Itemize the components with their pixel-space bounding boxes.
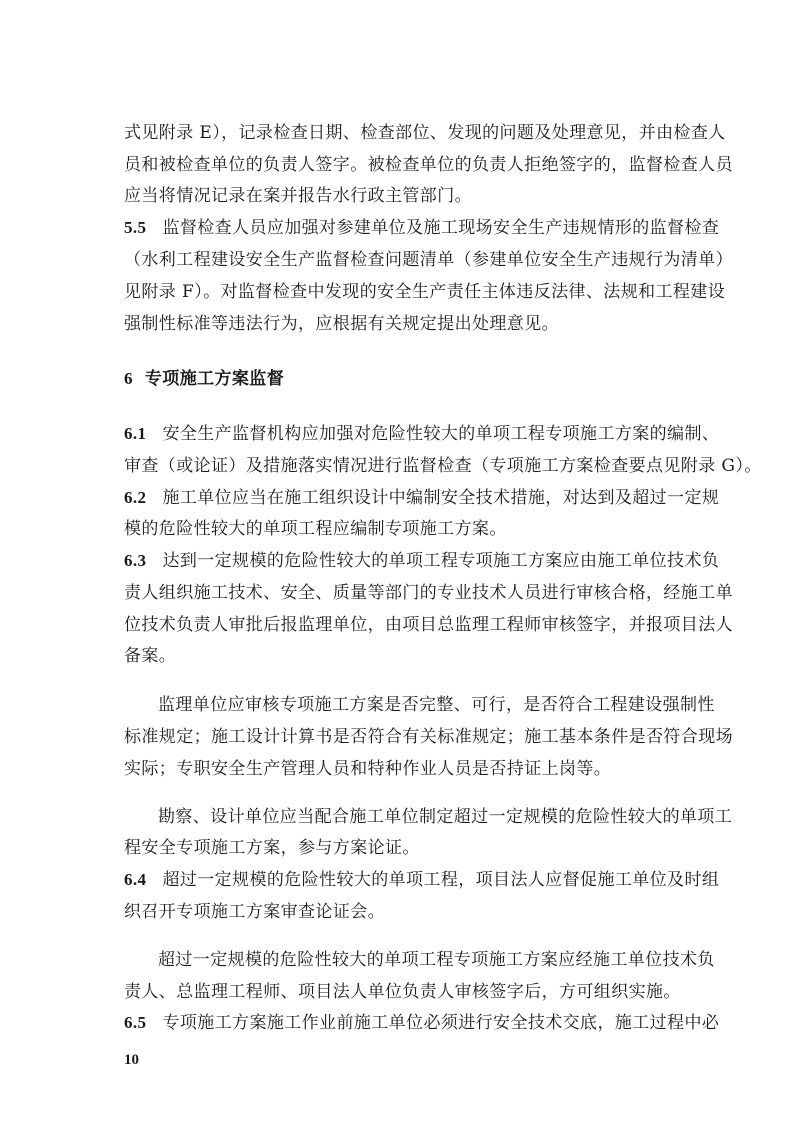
- text-line: [124, 517, 684, 541]
- line-text: （水利工程建设安全生产监督检查问题清单（参建单位安全生产违规行为清单）: [124, 250, 733, 270]
- line-text: 程安全专项施工方案，参与方案论证。: [124, 838, 420, 858]
- line-text: 强制性标准等违法行为，应根据有关规定提出处理意见。: [124, 314, 559, 334]
- line-text: 超过一定规模的危险性较大的单项工程专项施工方案应经施工单位技术负: [158, 950, 715, 970]
- line-text: 专项施工方案施工作业前施工单位必须进行安全技术交底，施工过程中必: [162, 1013, 720, 1033]
- text-line: [124, 757, 684, 781]
- section-heading: [124, 367, 684, 391]
- line-text: 超过一定规模的危险性较大的单项工程，项目法人应督促施工单位及时组: [162, 870, 720, 890]
- line-text: 应当将情况记录在案并报告水行政主管部门。: [124, 186, 472, 206]
- line-text: 员和被检查单位的负责人签字。被检查单位的负责人拒绝签字的，监督检查人员: [124, 155, 733, 175]
- text-line: [124, 980, 684, 1004]
- line-text: 标准规定；施工设计计算书是否符合有关标准规定；施工基本条件是否符合现场: [124, 727, 733, 747]
- line-text: 达到一定规模的危险性较大的单项工程专项施工方案应由施工单位技术负: [162, 551, 720, 571]
- clause-line: [124, 216, 720, 240]
- line-text: 专项施工方案监督: [144, 369, 285, 389]
- line-text: 责人、总监理工程师、项目法人单位负责人审核签字后，方可组织实施。: [124, 982, 681, 1002]
- text-line: [124, 581, 733, 605]
- text-line: [124, 725, 733, 749]
- text-line: [124, 248, 733, 272]
- line-text: 监督检查人员应加强对参建单位及施工现场安全生产违规情形的监督检查: [162, 218, 720, 238]
- text-line: [124, 805, 733, 829]
- text-line: [124, 613, 733, 637]
- clause-number: 6.2: [124, 488, 147, 507]
- text-line: [124, 693, 718, 717]
- clause-number: 6.3: [124, 551, 147, 570]
- clause-line: [124, 1011, 720, 1035]
- line-text: 位技术负责人审批后报监理单位，由项目总监理工程师审核签字，并报项目法人: [124, 615, 733, 635]
- clause-line: [124, 422, 720, 446]
- line-text: 式见附录 E），记录检查日期、检查部位、发现的问题及处理意见，并由检查人: [124, 123, 726, 143]
- page-number: 10: [124, 1052, 139, 1068]
- line-text: 织召开专项施工方案审查论证会。: [124, 902, 385, 922]
- line-text: 监理单位应审核专项施工方案是否完整、可行，是否符合工程建设强制性: [158, 695, 715, 715]
- line-text: 实际；专职安全生产管理人员和特种作业人员是否持证上岗等。: [124, 759, 612, 779]
- line-text: 施工单位应当在施工组织设计中编制安全技术措施，对达到及超过一定规: [162, 488, 720, 508]
- line-text: 备案。: [124, 646, 177, 666]
- clause-line: [124, 549, 720, 573]
- text-line: [124, 280, 726, 304]
- line-text: 模的危险性较大的单项工程应编制专项施工方案。: [124, 519, 507, 539]
- line-text: 勘察、设计单位应当配合施工单位制定超过一定规模的危险性较大的单项工: [158, 807, 733, 827]
- text-line: [124, 153, 733, 177]
- text-line: [124, 184, 684, 208]
- line-text: 审查（或论证）及措施落实情况进行监督检查（专项施工方案检查要点见附录 G）。: [124, 456, 762, 476]
- clause-number: 6.4: [124, 870, 147, 889]
- line-text: 见附录 F）。对监督检查中发现的安全生产责任主体违反法律、法规和工程建设: [124, 282, 726, 302]
- text-line: [124, 644, 684, 668]
- text-line: [124, 948, 718, 972]
- clause-number: 6.1: [124, 424, 147, 443]
- line-text: 安全生产监督机构应加强对危险性较大的单项工程专项施工方案的编制、: [162, 424, 720, 444]
- clause-number: 6.5: [124, 1013, 147, 1032]
- text-line: [124, 900, 684, 924]
- clause-line: [124, 868, 720, 892]
- text-line: [124, 121, 726, 145]
- clause-line: [124, 486, 720, 510]
- text-line: [124, 312, 684, 336]
- line-text: 责人组织施工技术、安全、质量等部门的专业技术人员进行审核合格，经施工单: [124, 583, 733, 603]
- text-line: [124, 454, 762, 478]
- text-line: [124, 836, 684, 860]
- clause-number: 5.5: [124, 218, 147, 237]
- clause-number: 6: [124, 369, 133, 388]
